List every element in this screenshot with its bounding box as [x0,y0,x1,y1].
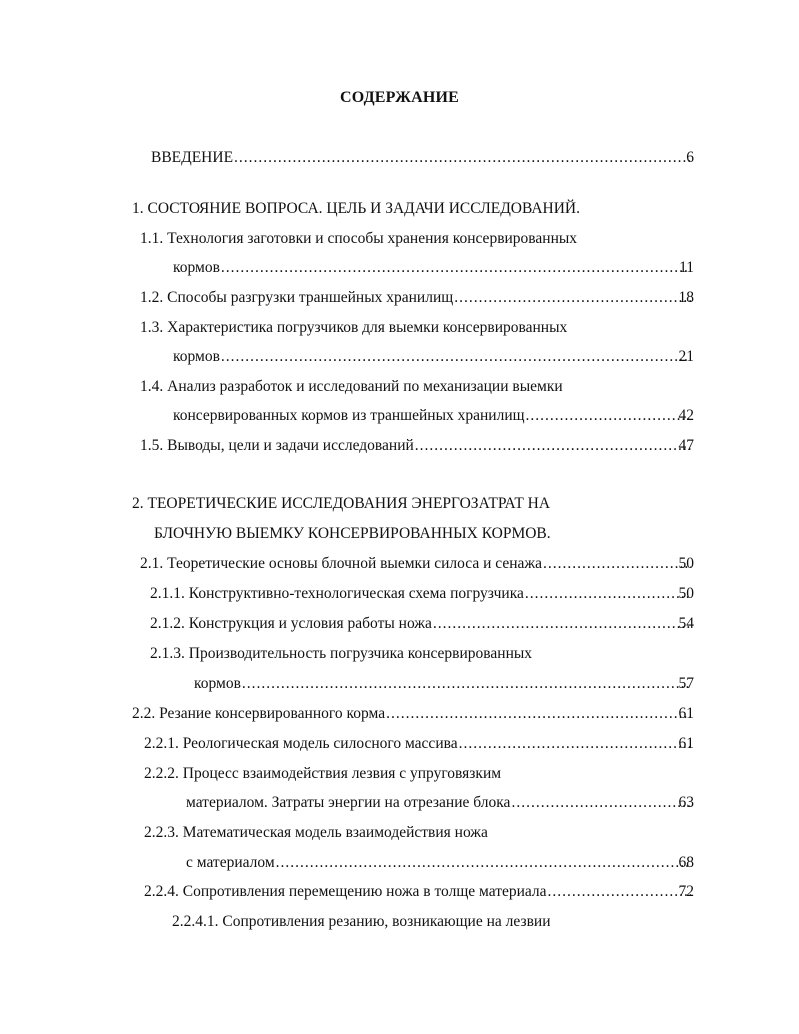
toc-entry-text: с материалом [186,854,275,871]
toc-entry-text: 1.5. Выводы, цели и задачи исследований [140,437,414,454]
toc-entry-text: 1.2. Способы разгрузки траншейных хранилищ [140,289,454,306]
toc-entry-2-2-4-1-line1: 2.2.4.1. Сопротивления резанию, возникающие на лезвии [172,913,551,930]
page-number: 72 [678,883,694,900]
toc-entry-text: материалом. Затраты энергии на отрезание блока [186,794,511,811]
page-number: 50 [678,585,694,602]
toc-entry-1-5 [140,436,693,456]
leader-dots [234,148,691,168]
leader-dots [511,793,691,813]
page-number: 61 [678,705,694,722]
page-number: 68 [678,854,694,871]
toc-entry-text: консервированных кормов из траншейных хранилищ [173,407,525,424]
toc-entry-1-2 [140,288,693,308]
leader-dots [415,436,691,456]
toc-entry-text: кормов [194,675,241,692]
page-number: 11 [679,259,694,276]
leader-dots [221,347,691,367]
page-number: 61 [678,735,694,752]
page-number: 18 [678,289,694,306]
page-number: 42 [678,407,694,424]
leader-dots [242,674,691,694]
toc-entry-1-3-line1: 1.3. Характеристика погрузчиков для выемки консервированных [140,319,568,336]
toc-entry-text: 2.1.2. Конструкция и условия работы ножа [150,615,432,632]
toc-entry-2-2-2-line1: 2.2.2. Процесс взаимодействия лезвия с упруговязким [144,765,502,782]
page-title: СОДЕРЖАНИЕ [339,89,460,106]
leader-dots [454,288,691,308]
toc-entry-1-1 [173,258,693,278]
toc-entry-2-2 [132,704,693,724]
toc-entry-text: 2.1. Теоретические основы блочной выемки силоса и сенажа [140,555,542,572]
chapter-heading-1: 1. СОСТОЯНИЕ ВОПРОСА. ЦЕЛЬ И ЗАДАЧИ ИССЛЕДОВАНИЙ. [132,200,580,217]
page-number: 50 [678,555,694,572]
toc-entry-2-2-3 [186,853,693,873]
chapter-heading-2-line1: 2. ТЕОРЕТИЧЕСКИЕ ИССЛЕДОВАНИЯ ЭНЕРГОЗАТРАТ НА [132,495,551,512]
toc-entry-2-1-1 [150,584,693,604]
toc-entry-text: кормов [173,348,220,365]
leader-dots [221,258,691,278]
page-number: 47 [678,437,694,454]
toc-entry-intro [151,148,693,168]
toc-entry-text: 2.2.1. Реологическая модель силосного массива [144,735,458,752]
toc-entry-2-1 [140,554,693,574]
toc-entry-text: 2.2.4. Сопротивления перемещению ножа в толще материала [144,883,547,900]
toc-entry-2-1-2 [150,614,693,634]
page-number: 6 [686,149,694,166]
page-number: 54 [678,615,694,632]
toc-entry-1-1-line1: 1.1. Технология заготовки и способы хранения консервированных [140,230,578,247]
toc-entry-text: 2.2. Резание консервированного корма [132,705,386,722]
toc-entry-2-2-3-line1: 2.2.3. Математическая модель взаимодействия ножа [144,824,488,841]
toc-entry-2-1-3 [194,674,693,694]
chapter-heading-2-line2: БЛОЧНУЮ ВЫЕМКУ КОНСЕРВИРОВАННЫХ КОРМОВ. [154,525,551,542]
page-number: 57 [678,675,694,692]
leader-dots [276,853,691,873]
toc-entry-1-4 [173,406,693,426]
leader-dots [459,734,691,754]
toc-entry-text: ВВЕДЕНИЕ [151,149,234,166]
toc-entry-1-4-line1: 1.4. Анализ разработок и исследований по механизации выемки [140,378,563,395]
toc-entry-2-2-2 [186,793,693,813]
toc-entry-2-2-1 [144,734,693,754]
leader-dots [433,614,691,634]
page-number: 21 [678,348,694,365]
page-number: 63 [678,794,694,811]
toc-entry-2-2-4 [144,882,693,902]
toc-entry-1-3 [173,347,693,367]
toc-entry-2-1-3-line1: 2.1.3. Производительность погрузчика консервированных [150,645,533,662]
leader-dots [386,704,691,724]
toc-entry-text: кормов [173,259,220,276]
toc-entry-text: 2.1.1. Конструктивно-технологическая схема погрузчика [150,585,524,602]
